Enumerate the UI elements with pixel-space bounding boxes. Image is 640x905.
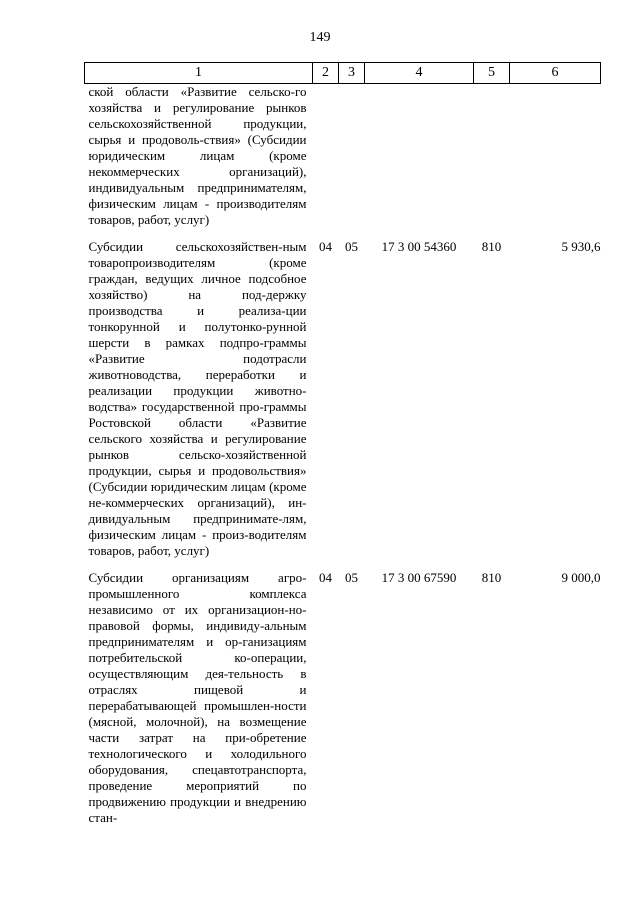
target-article-code: 17 3 00 67590 <box>381 570 457 585</box>
expense-type-code <box>474 84 510 229</box>
subsection-code: 05 <box>345 570 358 585</box>
amount: 5 930,6 <box>561 239 601 254</box>
section-code <box>313 84 339 229</box>
row-description: Субсидии сельскохозяйствен-ным товаропроизводителям (кроме граждан, ведущих личное подсобное хозяйство) на под-держку производства и реализа-ции тонкорунной и полутонко-рунной шерсти в рамках подпро-граммы «Развитие подотрасли животноводства, переработки и реализации продукции животно-водства» государственной про-граммы Ростовской области «Развитие сельского хозяйства и регулирование рынков сельско-хозяйственной продукции, сырья и продовольствия» (Субсидии юридическим лицам (кроме не-коммерческих организаций), ин-дивидуальным предпринимате-лям, физическим лицам - произ-водителям товаров, работ, услуг) <box>88 239 307 558</box>
column-header: 3 <box>339 63 365 84</box>
table-row <box>85 239 601 559</box>
target-article-code: 17 3 00 54360 <box>381 239 457 254</box>
amount <box>510 84 601 229</box>
expense-type-code: 810 <box>481 239 502 254</box>
section-code: 04 <box>319 570 332 585</box>
table-row <box>85 570 601 826</box>
column-header: 6 <box>510 63 601 84</box>
column-header: 2 <box>313 63 339 84</box>
column-header: 1 <box>85 63 313 84</box>
section-code: 04 <box>319 239 332 254</box>
header-row <box>85 63 601 84</box>
target-article-code <box>365 84 474 229</box>
expense-type-code: 810 <box>481 570 502 585</box>
row-description: Субсидии организациям агро-промышленного комплекса независимо от их организацион-но-правовой формы, индивиду-альным предпринимателям и ор-ганизациям потребительской ко-операции, осуществляющим дея-тельность в отраслях пищевой и перерабатывающей промышлен-ности (мясной, молочной), на возмещение части затрат на при-обретение технологического и холодильного оборудования, спецавтотранспорта, проведение мероприятий по продвижению продукции и внедрению стан- <box>88 570 307 825</box>
page-number: 149 <box>309 30 331 45</box>
table-row <box>85 84 601 229</box>
subsection-code <box>339 84 365 229</box>
column-header: 5 <box>474 63 510 84</box>
row-spacer <box>85 228 601 239</box>
column-header: 4 <box>365 63 474 84</box>
subsection-code: 05 <box>345 239 358 254</box>
row-spacer <box>85 559 601 570</box>
amount: 9 000,0 <box>561 570 601 585</box>
row-description: ской области «Развитие сельско-го хозяйства и регулирование рынков сельскохозяйственной продукции, сырья и продоволь-ствия» (Субсидии юридическим лицам (кроме некоммерческих организаций), индивидуальным предпринимателям, физическим лицам - производителям товаров, работ, услуг) <box>88 84 307 227</box>
table-header <box>85 63 601 84</box>
budget-table <box>84 62 601 826</box>
